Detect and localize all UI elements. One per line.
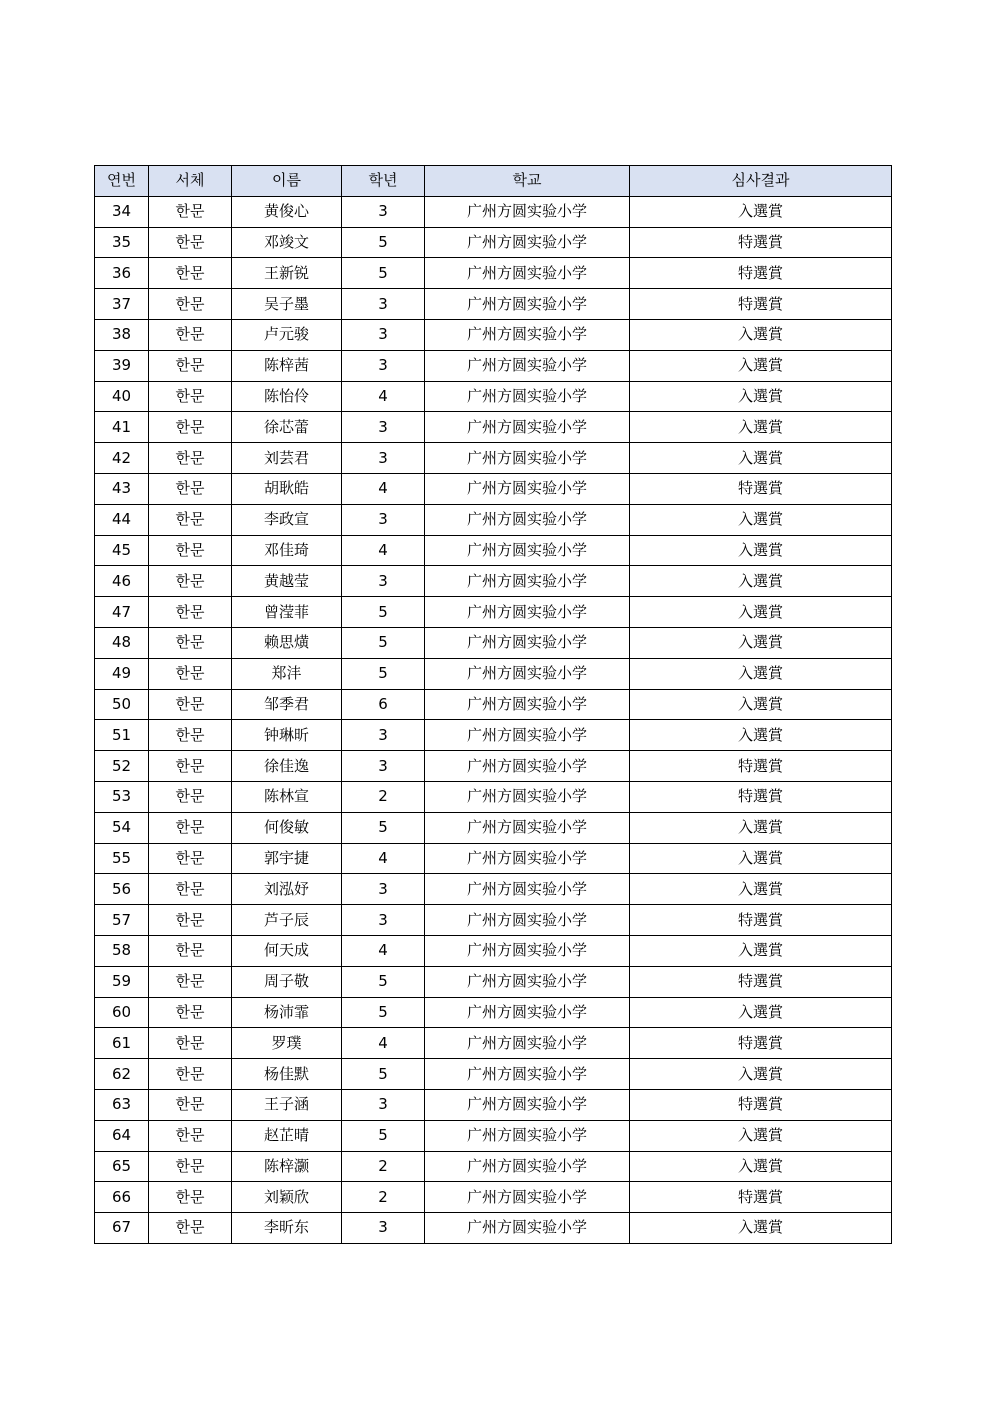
cell-name: 钟琳昕: [232, 720, 342, 751]
cell-school: 广州方圆实验小学: [425, 1151, 630, 1182]
cell-script-style: 한문: [149, 258, 232, 289]
cell-review-result: 入選賞: [630, 1059, 892, 1090]
cell-grade: 3: [342, 874, 425, 905]
cell-school: 广州方圆实验小学: [425, 1213, 630, 1244]
cell-grade: 5: [342, 258, 425, 289]
cell-serial-number: 38: [95, 319, 149, 350]
cell-name: 芦子辰: [232, 905, 342, 936]
cell-serial-number: 40: [95, 381, 149, 412]
cell-serial-number: 45: [95, 535, 149, 566]
cell-script-style: 한문: [149, 689, 232, 720]
cell-grade: 3: [342, 1213, 425, 1244]
cell-review-result: 特選賞: [630, 781, 892, 812]
cell-name: 罗璞: [232, 1028, 342, 1059]
table-row: [95, 289, 892, 320]
cell-script-style: 한문: [149, 1028, 232, 1059]
cell-grade: 4: [342, 843, 425, 874]
cell-grade: 5: [342, 997, 425, 1028]
table-row: [95, 905, 892, 936]
cell-review-result: 特選賞: [630, 227, 892, 258]
cell-name: 陈林宣: [232, 781, 342, 812]
cell-script-style: 한문: [149, 997, 232, 1028]
cell-review-result: 入選賞: [630, 350, 892, 381]
table-row: [95, 473, 892, 504]
cell-review-result: 入選賞: [630, 1120, 892, 1151]
cell-script-style: 한문: [149, 1213, 232, 1244]
cell-serial-number: 61: [95, 1028, 149, 1059]
cell-school: 广州方圆实验小学: [425, 535, 630, 566]
cell-review-result: 特選賞: [630, 1028, 892, 1059]
cell-name: 卢元骏: [232, 319, 342, 350]
cell-name: 王新锐: [232, 258, 342, 289]
cell-script-style: 한문: [149, 1120, 232, 1151]
cell-name: 陈怡伶: [232, 381, 342, 412]
cell-name: 郭宇捷: [232, 843, 342, 874]
cell-grade: 5: [342, 966, 425, 997]
cell-name: 李政宣: [232, 504, 342, 535]
cell-review-result: 入選賞: [630, 597, 892, 628]
table-row: [95, 350, 892, 381]
cell-grade: 3: [342, 504, 425, 535]
cell-serial-number: 59: [95, 966, 149, 997]
cell-serial-number: 41: [95, 412, 149, 443]
cell-name: 黄越莹: [232, 566, 342, 597]
header-name: 이름: [232, 166, 342, 197]
cell-script-style: 한문: [149, 1182, 232, 1213]
cell-review-result: 特選賞: [630, 1089, 892, 1120]
cell-school: 广州方圆实验小学: [425, 504, 630, 535]
cell-name: 邓佳琦: [232, 535, 342, 566]
cell-serial-number: 52: [95, 751, 149, 782]
cell-grade: 5: [342, 812, 425, 843]
cell-school: 广州方圆实验小学: [425, 289, 630, 320]
cell-school: 广州方圆实验小学: [425, 566, 630, 597]
cell-school: 广州方圆实验小学: [425, 443, 630, 474]
cell-name: 郑沣: [232, 658, 342, 689]
cell-review-result: 入選賞: [630, 443, 892, 474]
results-table-body: [95, 196, 892, 1243]
cell-serial-number: 60: [95, 997, 149, 1028]
cell-review-result: 入選賞: [630, 658, 892, 689]
cell-name: 周子敬: [232, 966, 342, 997]
cell-serial-number: 63: [95, 1089, 149, 1120]
table-row: [95, 1120, 892, 1151]
cell-school: 广州方圆实验小学: [425, 473, 630, 504]
cell-script-style: 한문: [149, 443, 232, 474]
cell-school: 广州方圆实验小学: [425, 196, 630, 227]
cell-school: 广州方圆实验小学: [425, 381, 630, 412]
cell-serial-number: 39: [95, 350, 149, 381]
cell-review-result: 入選賞: [630, 319, 892, 350]
cell-script-style: 한문: [149, 196, 232, 227]
cell-script-style: 한문: [149, 658, 232, 689]
cell-grade: 5: [342, 227, 425, 258]
cell-name: 胡耿皓: [232, 473, 342, 504]
cell-grade: 3: [342, 289, 425, 320]
cell-grade: 4: [342, 473, 425, 504]
table-row: [95, 935, 892, 966]
cell-review-result: 入選賞: [630, 1151, 892, 1182]
cell-review-result: 入選賞: [630, 504, 892, 535]
cell-script-style: 한문: [149, 812, 232, 843]
cell-grade: 3: [342, 412, 425, 443]
cell-review-result: 入選賞: [630, 566, 892, 597]
cell-script-style: 한문: [149, 319, 232, 350]
cell-review-result: 入選賞: [630, 843, 892, 874]
cell-grade: 2: [342, 781, 425, 812]
cell-script-style: 한문: [149, 350, 232, 381]
cell-script-style: 한문: [149, 935, 232, 966]
cell-grade: 3: [342, 319, 425, 350]
header-serial-number: 연번: [95, 166, 149, 197]
cell-serial-number: 53: [95, 781, 149, 812]
cell-school: 广州方圆实验小学: [425, 751, 630, 782]
cell-name: 何俊敏: [232, 812, 342, 843]
cell-grade: 3: [342, 566, 425, 597]
cell-review-result: 特選賞: [630, 473, 892, 504]
table-row: [95, 227, 892, 258]
cell-grade: 5: [342, 627, 425, 658]
cell-script-style: 한문: [149, 381, 232, 412]
cell-script-style: 한문: [149, 473, 232, 504]
cell-school: 广州方圆实验小学: [425, 843, 630, 874]
table-row: [95, 781, 892, 812]
header-grade: 학년: [342, 166, 425, 197]
table-row: [95, 258, 892, 289]
table-row: [95, 504, 892, 535]
cell-name: 赵芷晴: [232, 1120, 342, 1151]
cell-school: 广州方圆实验小学: [425, 319, 630, 350]
table-row: [95, 812, 892, 843]
cell-name: 王子涵: [232, 1089, 342, 1120]
table-row: [95, 1213, 892, 1244]
cell-review-result: 入選賞: [630, 720, 892, 751]
cell-script-style: 한문: [149, 289, 232, 320]
cell-serial-number: 51: [95, 720, 149, 751]
cell-review-result: 入選賞: [630, 935, 892, 966]
cell-review-result: 特選賞: [630, 905, 892, 936]
cell-grade: 5: [342, 1120, 425, 1151]
cell-name: 吴子墨: [232, 289, 342, 320]
cell-serial-number: 35: [95, 227, 149, 258]
cell-name: 杨沛霏: [232, 997, 342, 1028]
cell-review-result: 入選賞: [630, 627, 892, 658]
cell-name: 黄俊心: [232, 196, 342, 227]
cell-review-result: 入選賞: [630, 381, 892, 412]
cell-grade: 5: [342, 597, 425, 628]
cell-grade: 5: [342, 658, 425, 689]
cell-school: 广州方圆实验小学: [425, 905, 630, 936]
cell-grade: 3: [342, 443, 425, 474]
cell-school: 广州方圆实验小学: [425, 258, 630, 289]
cell-school: 广州方圆实验小学: [425, 227, 630, 258]
table-header-row: [95, 166, 892, 197]
cell-grade: 3: [342, 905, 425, 936]
table-row: [95, 597, 892, 628]
cell-school: 广州方圆实验小学: [425, 689, 630, 720]
table-row: [95, 196, 892, 227]
cell-script-style: 한문: [149, 566, 232, 597]
cell-school: 广州方圆实验小学: [425, 1120, 630, 1151]
cell-grade: 6: [342, 689, 425, 720]
cell-school: 广州方圆实验小学: [425, 1059, 630, 1090]
cell-name: 杨佳默: [232, 1059, 342, 1090]
cell-serial-number: 43: [95, 473, 149, 504]
cell-script-style: 한문: [149, 874, 232, 905]
cell-serial-number: 64: [95, 1120, 149, 1151]
cell-name: 陈梓茜: [232, 350, 342, 381]
table-row: [95, 1182, 892, 1213]
cell-school: 广州方圆实验小学: [425, 597, 630, 628]
cell-script-style: 한문: [149, 966, 232, 997]
cell-serial-number: 47: [95, 597, 149, 628]
table-row: [95, 1028, 892, 1059]
table-row: [95, 381, 892, 412]
cell-review-result: 入選賞: [630, 1213, 892, 1244]
cell-name: 徐芯蕾: [232, 412, 342, 443]
cell-script-style: 한문: [149, 751, 232, 782]
cell-script-style: 한문: [149, 535, 232, 566]
cell-grade: 2: [342, 1182, 425, 1213]
cell-script-style: 한문: [149, 843, 232, 874]
cell-script-style: 한문: [149, 905, 232, 936]
cell-script-style: 한문: [149, 1089, 232, 1120]
table-row: [95, 1059, 892, 1090]
header-script-style: 서체: [149, 166, 232, 197]
results-sheet: [94, 165, 891, 1244]
cell-script-style: 한문: [149, 504, 232, 535]
cell-school: 广州方圆实验小学: [425, 966, 630, 997]
cell-name: 邹季君: [232, 689, 342, 720]
cell-grade: 3: [342, 350, 425, 381]
cell-school: 广州方圆实验小学: [425, 1089, 630, 1120]
cell-review-result: 入選賞: [630, 874, 892, 905]
cell-serial-number: 55: [95, 843, 149, 874]
cell-serial-number: 42: [95, 443, 149, 474]
cell-school: 广州方圆实验小学: [425, 935, 630, 966]
cell-script-style: 한문: [149, 627, 232, 658]
cell-serial-number: 65: [95, 1151, 149, 1182]
cell-school: 广州方圆实验小学: [425, 874, 630, 905]
cell-school: 广州方圆实验小学: [425, 812, 630, 843]
cell-name: 徐佳逸: [232, 751, 342, 782]
table-row: [95, 535, 892, 566]
cell-review-result: 特選賞: [630, 258, 892, 289]
cell-review-result: 入選賞: [630, 812, 892, 843]
cell-name: 李昕东: [232, 1213, 342, 1244]
cell-school: 广州方圆实验小学: [425, 781, 630, 812]
cell-script-style: 한문: [149, 720, 232, 751]
header-school: 학교: [425, 166, 630, 197]
table-row: [95, 319, 892, 350]
cell-grade: 4: [342, 935, 425, 966]
table-row: [95, 1089, 892, 1120]
cell-grade: 3: [342, 196, 425, 227]
cell-script-style: 한문: [149, 1059, 232, 1090]
table-row: [95, 566, 892, 597]
cell-grade: 3: [342, 720, 425, 751]
cell-review-result: 入選賞: [630, 535, 892, 566]
cell-school: 广州方圆实验小学: [425, 350, 630, 381]
cell-review-result: 入選賞: [630, 997, 892, 1028]
table-row: [95, 843, 892, 874]
cell-script-style: 한문: [149, 597, 232, 628]
cell-name: 陈梓灏: [232, 1151, 342, 1182]
cell-school: 广州方圆实验小学: [425, 997, 630, 1028]
cell-serial-number: 37: [95, 289, 149, 320]
table-row: [95, 966, 892, 997]
cell-script-style: 한문: [149, 412, 232, 443]
cell-serial-number: 36: [95, 258, 149, 289]
cell-grade: 2: [342, 1151, 425, 1182]
cell-name: 何天成: [232, 935, 342, 966]
cell-serial-number: 54: [95, 812, 149, 843]
cell-school: 广州方圆实验小学: [425, 412, 630, 443]
cell-name: 邓竣文: [232, 227, 342, 258]
cell-name: 刘颖欣: [232, 1182, 342, 1213]
cell-name: 刘泓妤: [232, 874, 342, 905]
cell-serial-number: 56: [95, 874, 149, 905]
table-row: [95, 997, 892, 1028]
cell-review-result: 特選賞: [630, 966, 892, 997]
cell-script-style: 한문: [149, 227, 232, 258]
table-row: [95, 720, 892, 751]
cell-grade: 4: [342, 535, 425, 566]
cell-name: 赖思熿: [232, 627, 342, 658]
cell-review-result: 入選賞: [630, 412, 892, 443]
cell-serial-number: 34: [95, 196, 149, 227]
cell-serial-number: 50: [95, 689, 149, 720]
table-row: [95, 1151, 892, 1182]
cell-review-result: 特選賞: [630, 1182, 892, 1213]
cell-review-result: 特選賞: [630, 751, 892, 782]
cell-serial-number: 58: [95, 935, 149, 966]
cell-serial-number: 49: [95, 658, 149, 689]
cell-school: 广州方圆实验小学: [425, 720, 630, 751]
cell-grade: 3: [342, 1089, 425, 1120]
cell-serial-number: 44: [95, 504, 149, 535]
cell-serial-number: 48: [95, 627, 149, 658]
cell-review-result: 入選賞: [630, 196, 892, 227]
table-row: [95, 412, 892, 443]
table-row: [95, 627, 892, 658]
cell-school: 广州方圆实验小学: [425, 658, 630, 689]
cell-review-result: 入選賞: [630, 689, 892, 720]
cell-serial-number: 66: [95, 1182, 149, 1213]
cell-grade: 3: [342, 751, 425, 782]
cell-serial-number: 62: [95, 1059, 149, 1090]
table-row: [95, 689, 892, 720]
cell-school: 广州方圆实验小学: [425, 1028, 630, 1059]
table-row: [95, 751, 892, 782]
cell-grade: 4: [342, 1028, 425, 1059]
cell-name: 刘芸君: [232, 443, 342, 474]
header-review-result: 심사결과: [630, 166, 892, 197]
table-row: [95, 658, 892, 689]
cell-school: 广州方圆实验小学: [425, 1182, 630, 1213]
cell-review-result: 特選賞: [630, 289, 892, 320]
cell-school: 广州方圆实验小学: [425, 627, 630, 658]
cell-grade: 5: [342, 1059, 425, 1090]
cell-serial-number: 57: [95, 905, 149, 936]
cell-script-style: 한문: [149, 781, 232, 812]
cell-serial-number: 46: [95, 566, 149, 597]
table-row: [95, 443, 892, 474]
cell-serial-number: 67: [95, 1213, 149, 1244]
cell-name: 曾滢菲: [232, 597, 342, 628]
cell-grade: 4: [342, 381, 425, 412]
results-table: [94, 165, 892, 1244]
table-row: [95, 874, 892, 905]
cell-script-style: 한문: [149, 1151, 232, 1182]
